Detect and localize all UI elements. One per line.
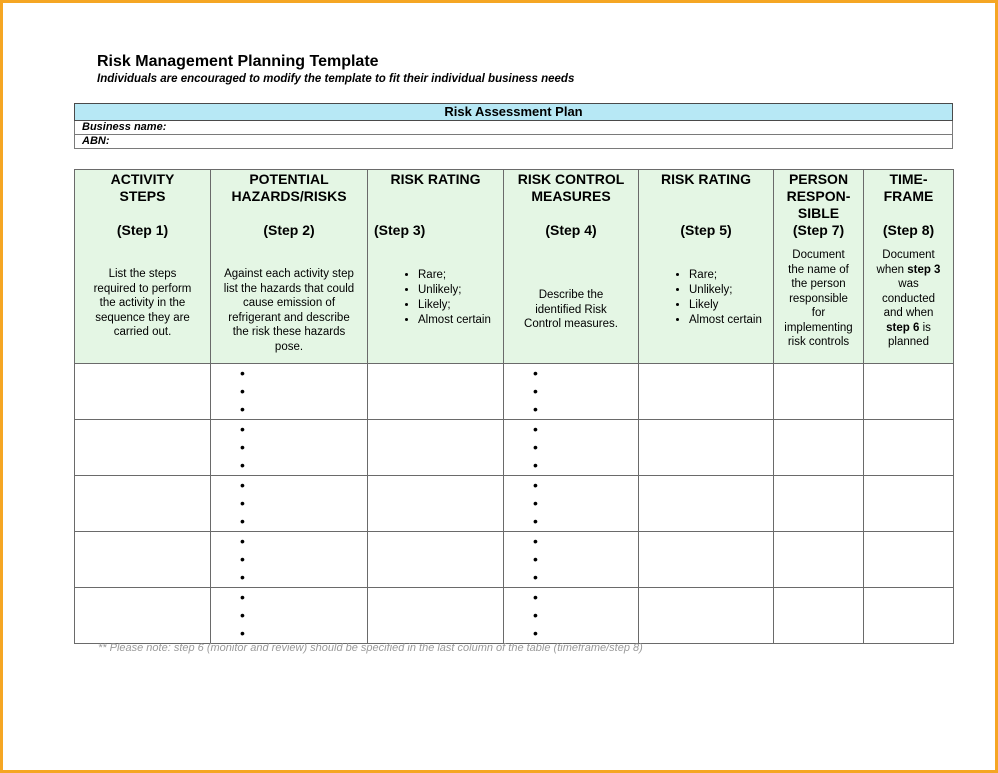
bullet-point: •: [533, 401, 538, 417]
column-step: (Step 4): [545, 222, 597, 238]
column-desc-text: conducted: [881, 292, 936, 305]
table-cell[interactable]: [368, 588, 504, 644]
rating-option: • Unlikely;: [418, 283, 503, 298]
table-cell[interactable]: [75, 588, 211, 644]
bullet-point: •: [240, 421, 245, 437]
column-header-risk-rating-step5: [639, 170, 774, 364]
business-name-label: Business name:: [82, 121, 167, 133]
table-cell[interactable]: [211, 588, 368, 644]
table-cell[interactable]: [504, 532, 639, 588]
rating-option: • Unlikely;: [689, 283, 773, 298]
rating-option: • Likely;: [418, 298, 503, 313]
column-desc-line: list the hazards that could: [223, 282, 355, 295]
column-step: (Step 2): [263, 222, 315, 238]
table-cell[interactable]: [639, 532, 774, 588]
column-title-line: ACTIVITY: [110, 171, 175, 187]
column-desc-line: the risk these hazards: [232, 326, 346, 338]
column-desc-line: the activity in the: [99, 297, 186, 309]
abn-label: ABN:: [82, 135, 110, 147]
column-desc-line: List the steps: [108, 268, 177, 280]
table-cell[interactable]: [774, 364, 864, 420]
table-cell[interactable]: [211, 532, 368, 588]
table-cell[interactable]: [639, 476, 774, 532]
bullet-point: •: [533, 625, 538, 641]
bullet-point: •: [240, 569, 245, 585]
column-desc-line: sequence they are: [95, 311, 190, 324]
bullet-point: •: [240, 383, 245, 399]
bullet-point: •: [240, 625, 245, 641]
table-cell[interactable]: [368, 476, 504, 532]
bullet-point: •: [533, 457, 538, 473]
rating-option: • Rare;: [689, 268, 773, 283]
column-desc-line: implementing: [784, 321, 853, 334]
bullet-point: •: [533, 421, 538, 437]
rating-option: • Rare;: [418, 268, 503, 283]
table-cell[interactable]: [774, 532, 864, 588]
column-desc-text: and when: [883, 307, 934, 319]
bullet-point: •: [240, 533, 245, 549]
table-cell[interactable]: [504, 476, 639, 532]
bullet-list: [211, 588, 367, 643]
table-cell[interactable]: [864, 476, 954, 532]
table-row: [75, 588, 954, 644]
table-row: [75, 420, 954, 476]
table-row: [75, 364, 954, 420]
column-step: (Step 1): [116, 222, 169, 238]
column-title-line: FRAME: [883, 188, 934, 204]
table-cell[interactable]: [864, 532, 954, 588]
column-desc-text: planned: [888, 336, 929, 348]
rating-option: • Likely: [689, 298, 773, 313]
column-desc-line: risk controls: [787, 336, 850, 348]
column-header-activity-steps: [75, 170, 211, 364]
table-cell[interactable]: [774, 588, 864, 644]
column-desc-text: was: [898, 278, 919, 290]
risk-rating-options: [639, 268, 773, 328]
column-step: (Step 5): [680, 222, 732, 238]
table-cell[interactable]: [774, 420, 864, 476]
bullet-point: •: [533, 439, 538, 455]
column-desc-line: the person: [791, 278, 846, 290]
column-desc-text: when: [876, 263, 908, 276]
bullet-point: •: [240, 401, 245, 417]
bullet-list: [504, 364, 638, 419]
column-desc-bold: step 3: [907, 263, 941, 276]
table-cell[interactable]: [639, 364, 774, 420]
table-cell[interactable]: [504, 364, 639, 420]
column-title-line: SIBLE: [797, 205, 840, 221]
column-desc-line: Describe the: [538, 289, 604, 301]
bullet-point: •: [240, 589, 245, 605]
column-step: (Step 8): [882, 222, 935, 238]
table-cell[interactable]: [368, 532, 504, 588]
column-step: (Step 7): [792, 222, 845, 238]
column-desc-line: the name of: [788, 263, 849, 276]
table-cell[interactable]: [368, 420, 504, 476]
bullet-point: •: [240, 457, 245, 473]
column-desc-line: carried out.: [113, 326, 172, 338]
table-cell[interactable]: [211, 364, 368, 420]
bullet-point: •: [533, 551, 538, 567]
column-desc-line: responsible: [789, 292, 848, 305]
column-desc-line: pose.: [274, 340, 304, 353]
column-title-line: RISK RATING: [661, 171, 751, 187]
bullet-point: •: [533, 477, 538, 493]
column-desc-line: identified Risk: [535, 303, 607, 316]
column-title-line: TIME-: [889, 171, 928, 187]
plan-header: Risk Assessment Plan: [74, 103, 953, 121]
table-row: [75, 532, 954, 588]
table-cell[interactable]: [368, 364, 504, 420]
table-cell[interactable]: [864, 588, 954, 644]
table-cell[interactable]: [864, 364, 954, 420]
table-cell[interactable]: [75, 532, 211, 588]
table-cell[interactable]: [211, 476, 368, 532]
rating-option: • Almost certain: [689, 313, 773, 328]
table-cell[interactable]: [504, 588, 639, 644]
column-title-line: PERSON: [788, 171, 849, 187]
document-subtitle: Individuals are encouraged to modify the template to fit their individual business needs: [97, 73, 575, 85]
table-cell[interactable]: [211, 420, 368, 476]
abn-row[interactable]: [74, 135, 953, 149]
risk-table: [74, 169, 954, 644]
table-row: [75, 476, 954, 532]
column-title-line: STEPS: [119, 188, 166, 204]
bullet-point: •: [533, 365, 538, 381]
bullet-list: [211, 420, 367, 475]
bullet-list: [211, 476, 367, 531]
column-desc-line: Document: [792, 249, 845, 261]
table-cell[interactable]: [504, 420, 639, 476]
column-desc-text: Document: [882, 249, 935, 261]
column-desc-bold: step 6: [886, 321, 920, 334]
bullet-point: •: [240, 365, 245, 381]
bullet-point: •: [240, 551, 245, 567]
bullet-point: •: [240, 495, 245, 511]
column-desc-line: cause emission of: [242, 297, 336, 309]
bullet-point: •: [533, 383, 538, 399]
table-cell[interactable]: [75, 476, 211, 532]
column-desc-text: is: [919, 321, 931, 334]
column-header-person-responsible: [774, 170, 864, 364]
document-title: Risk Management Planning Template: [97, 53, 379, 70]
table-cell[interactable]: [639, 420, 774, 476]
bullet-list: [211, 364, 367, 419]
bullet-point: •: [240, 439, 245, 455]
bullet-point: •: [533, 607, 538, 623]
column-header-risk-control-measures: [504, 170, 639, 364]
bullet-point: •: [240, 607, 245, 623]
bullet-point: •: [533, 569, 538, 585]
column-title-line: POTENTIAL: [249, 171, 329, 187]
column-title-line: MEASURES: [531, 188, 611, 204]
bullet-point: •: [533, 533, 538, 549]
column-desc-line: for: [811, 307, 826, 319]
table-cell[interactable]: [75, 420, 211, 476]
bullet-list: [504, 420, 638, 475]
column-header-timeframe: [864, 170, 954, 364]
table-cell[interactable]: [75, 364, 211, 420]
bullet-point: •: [240, 477, 245, 493]
column-header-potential-hazards: [211, 170, 368, 364]
bullet-list: [211, 532, 367, 587]
column-desc-line: Control measures.: [524, 318, 618, 330]
table-cell[interactable]: [774, 476, 864, 532]
table-cell[interactable]: [864, 420, 954, 476]
column-title-line: RISK CONTROL: [517, 171, 625, 187]
header-row: [75, 170, 954, 364]
bullet-point: •: [533, 495, 538, 511]
bullet-list: [504, 588, 638, 643]
bullet-point: •: [533, 589, 538, 605]
column-title-line: RESPON-: [786, 188, 851, 204]
rating-option: • Almost certain: [418, 313, 503, 328]
bullet-list: [504, 476, 638, 531]
column-title-line: RISK RATING: [390, 171, 481, 187]
bullet-point: •: [533, 513, 538, 529]
column-step: (Step 3): [374, 222, 426, 238]
bullet-list: [504, 532, 638, 587]
bullet-point: •: [240, 513, 245, 529]
column-header-risk-rating-step3: [368, 170, 504, 364]
risk-rating-options: [368, 268, 503, 328]
column-title-line: HAZARDS/RISKS: [231, 188, 347, 204]
table-cell[interactable]: [639, 588, 774, 644]
column-desc-line: refrigerant and describe: [228, 311, 350, 324]
business-name-row[interactable]: [74, 121, 953, 135]
column-desc-line: Against each activity step: [224, 268, 354, 280]
column-desc-line: required to perform: [93, 282, 192, 295]
footnote: ** Please note: step 6 (monitor and review) should be specified in the last column of the table (timeframe/step 8): [98, 642, 643, 654]
